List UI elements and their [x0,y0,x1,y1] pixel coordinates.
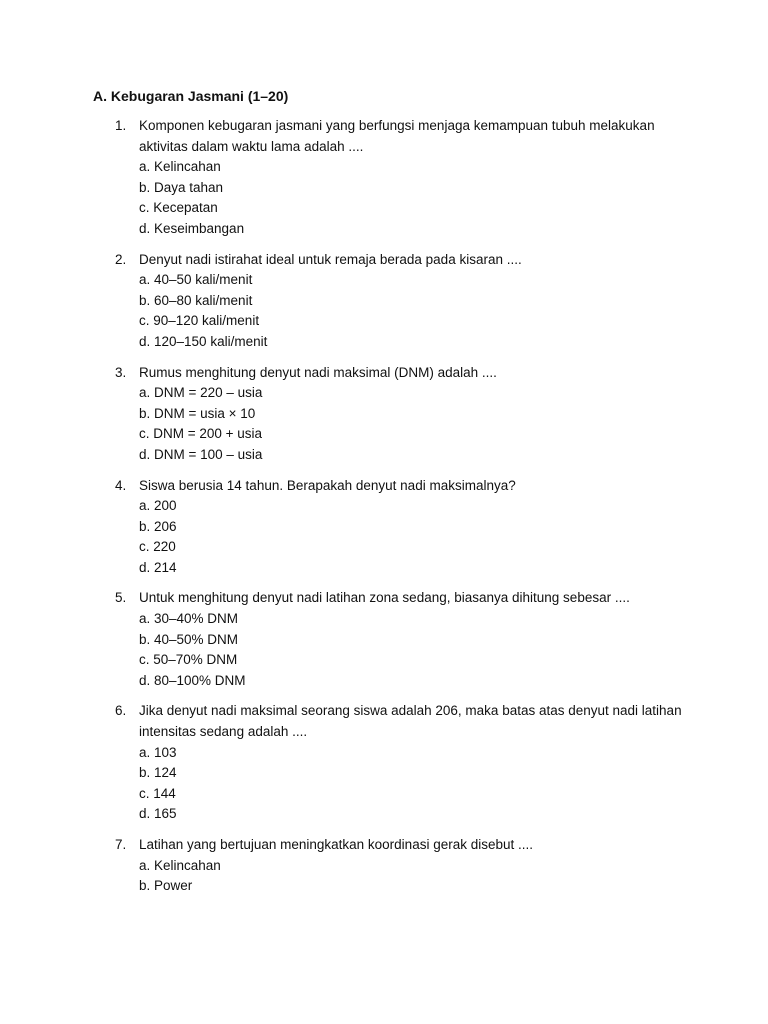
option-b: b. Daya tahan [139,179,224,195]
question-2 [93,250,693,353]
question-list [93,116,693,907]
option-list [139,743,693,825]
option-a: a. Kelincahan [139,159,221,175]
option-c: c. 220 [139,539,176,555]
option-d: d. 214 [139,559,177,575]
question-text: Rumus menghitung denyut nadi maksimal (DNM) adalah .... [139,364,497,380]
question-5 [93,588,693,691]
question-number: 4. [115,477,127,493]
question-text: Denyut nadi istirahat ideal untuk remaja berada pada kisaran .... [139,251,522,267]
question-text: Komponen kebugaran jasmani yang berfungsi menjaga kemampuan tubuh melakukan aktivitas dalam waktu lama adalah .... [139,118,655,154]
question-text: Untuk menghitung denyut nadi latihan zona sedang, biasanya dihitung sebesar .... [139,590,630,606]
option-list [139,157,693,239]
option-list [139,609,693,691]
option-c: c. 90–120 kali/menit [139,313,260,329]
option-c: c. 50–70% DNM [139,652,238,668]
option-d: d. Keseimbangan [139,220,245,236]
question-7 [93,835,693,897]
option-list [139,270,693,352]
option-d: d. DNM = 100 – usia [139,446,263,462]
question-text: Latihan yang bertujuan meningkatkan koordinasi gerak disebut .... [139,837,534,852]
question-number: 6. [115,703,127,719]
question-number: 2. [115,251,127,267]
option-b: b. DNM = usia × 10 [139,405,256,421]
option-a: a. 200 [139,498,177,514]
option-d: d. 165 [139,806,177,822]
option-a: a. 103 [139,744,177,760]
option-b: b. 124 [139,765,177,781]
option-b: b. 206 [139,518,177,534]
option-c: c. 144 [139,785,176,801]
option-list [139,856,693,897]
option-a: a. 40–50 kali/menit [139,272,253,288]
question-number: 7. [115,837,127,852]
option-c: c. Kecepatan [139,200,218,216]
option-d: d. 80–100% DNM [139,672,246,688]
option-c: c. DNM = 200 + usia [139,426,263,442]
option-list [139,383,693,465]
option-d: d. 120–150 kali/menit [139,333,268,349]
question-number: 3. [115,364,127,380]
option-list [139,496,693,578]
option-b: b. 60–80 kali/menit [139,292,253,308]
question-3 [93,363,693,466]
question-text: Jika denyut nadi maksimal seorang siswa adalah 206, maka batas atas denyut nadi latihan intensitas sedang adalah .... [139,703,682,740]
section-title: A. Kebugaran Jasmani (1–20) [93,88,289,104]
option-a: a. 30–40% DNM [139,611,239,627]
option-a: a. Kelincahan [139,857,221,873]
question-number: 1. [115,118,127,133]
question-4 [93,476,693,579]
question-text: Siswa berusia 14 tahun. Berapakah denyut nadi maksimalnya? [139,477,516,493]
question-6 [93,701,693,825]
question-1 [93,116,693,240]
question-number: 5. [115,590,127,606]
option-b: b. 40–50% DNM [139,631,239,647]
option-b: b. Power [139,878,193,894]
option-a: a. DNM = 220 – usia [139,385,263,401]
